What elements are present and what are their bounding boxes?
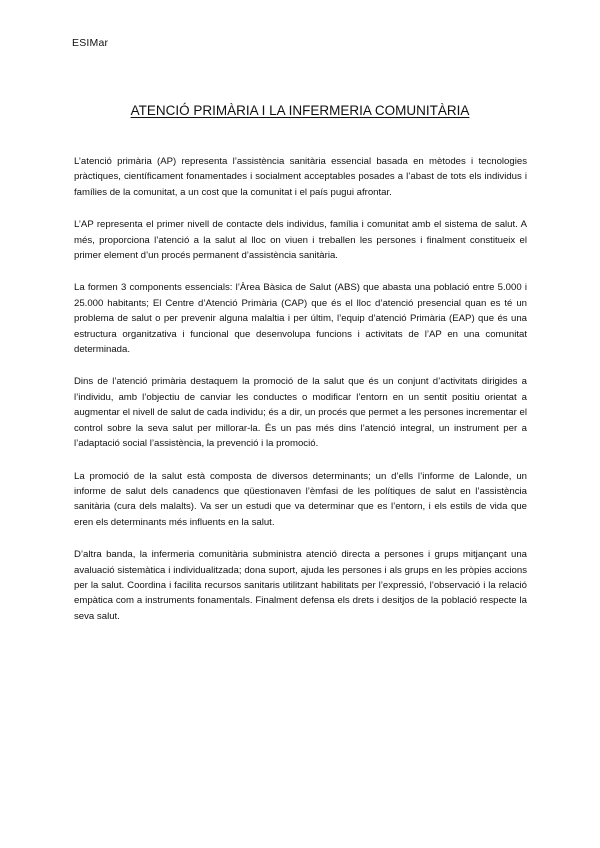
document-title: ATENCIÓ PRIMÀRIA I LA INFERMERIA COMUNITÀRIA	[130, 103, 470, 118]
document-body	[74, 154, 527, 641]
paragraph-community-nursing: D’altra banda, la infermeria comunitària subministra atenció directa a persones i grups mitjançant una avaluació sistemàtica i individualitzada; dona suport, ajuda les persones i als grups en les pròpies accions per la salut. Coordina i facilita recursos sanitaris utilitzant habilitats per l’expressió, l’observació i la relació empàtica com a instruments fonamentals. Finalment defensa els drets i desitjos de la població respecte la seva salut.	[74, 549, 527, 622]
paragraph-determinants: La promoció de la salut està composta de diversos determinants; un d’ells l’informe de Lalonde, un informe de salut dels canadencs que qüestionaven l’èmfasi de les polítiques de salut en l’assistència sanitària (cura dels malalts). Va ser un estudi que va determinar que es l’entorn, i els estils de vida que eren els determinants més influents en la salut.	[74, 470, 527, 528]
paragraph-components: La formen 3 components essencials: l’Àrea Bàsica de Salut (ABS) que abasta una població entre 5.000 i 25.000 habitants; El Centre d’Atenció Primària (CAP) que és el lloc d’atenció presencial quan es té un problema de salut o per prevenir alguna malaltia i per últim, l’equip d’atenció Primària (EAP) que és una estructura organitzativa i funcional que desenvolupa funcions i activitats de l’AP en una comunitat determinada.	[74, 282, 527, 356]
paragraph-first-level: L’AP representa el primer nivell de contacte dels individus, família i comunitat amb el sistema de salut. A més, proporciona l’atenció a la salut al lloc on viuen i treballen les persones i finalment constitueix el primer element d’un procés permanent d’assistència sanitària.	[74, 219, 527, 262]
paragraph-definition: L’atenció primària (AP) representa l’assistència sanitària essencial basada en mètodes i tecnologies pràctiques, científicament fonamentades i socialment acceptables posades a l’abast de tots els individus i famílies de la comunitat, a un cost que la comunitat i el país pugui afrontar.	[74, 156, 527, 198]
paragraph-health-promotion: Dins de l’atenció primària destaquem la promoció de la salut que és un conjunt d’activitats dirigides a l’individu, amb l’objectiu de canviar les conductes o modificar l’entorn en un sentit positiu orientat a augmentar el nivell de salut de cada individu; és a dir, un procés que permet a les persones incrementar el control sobre la seva salut per millorar-la. És un pas més dins l’atenció integral, un instrument per a l’adaptació social l’assistència, la prevenció i la promoció.	[74, 376, 527, 450]
document-header: ESIMar	[72, 37, 109, 49]
